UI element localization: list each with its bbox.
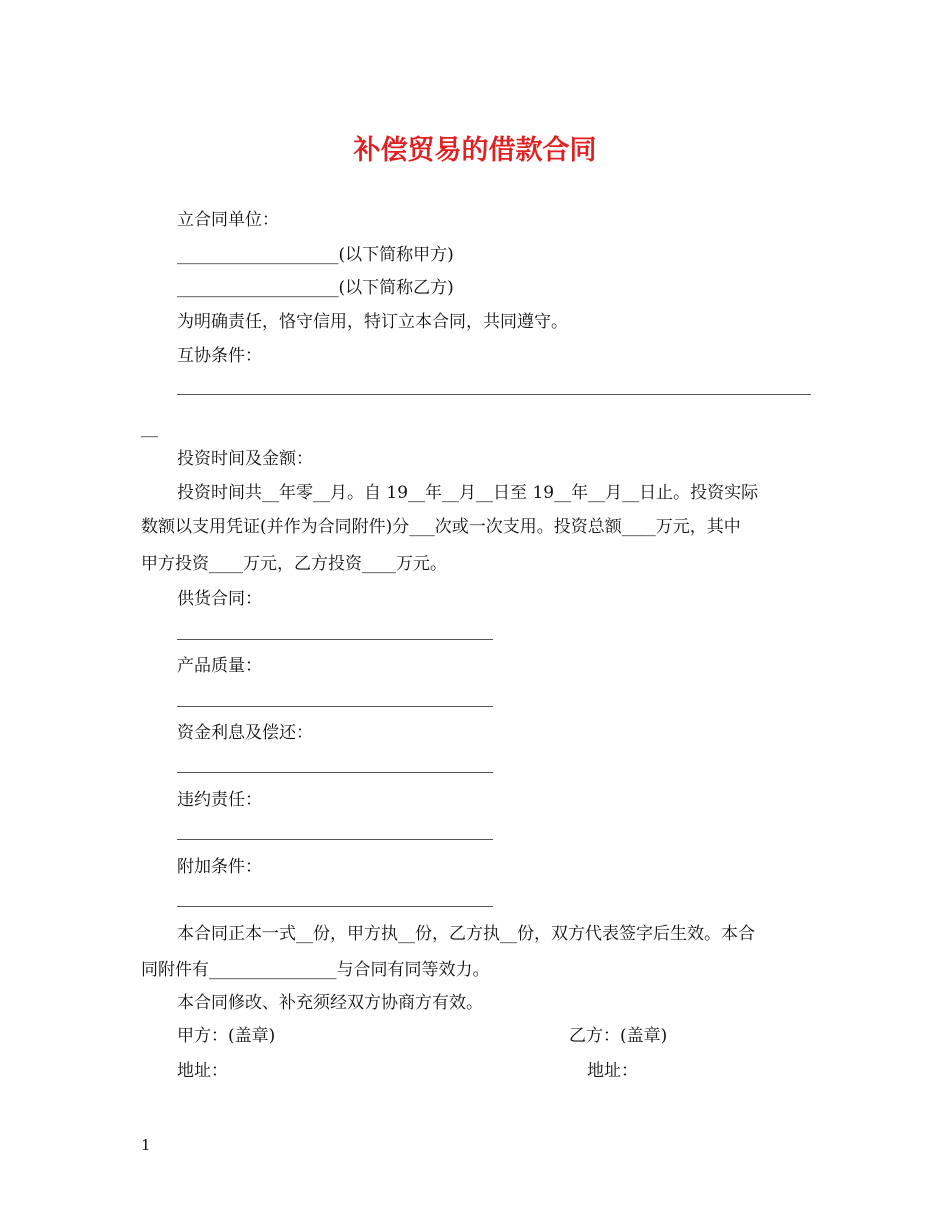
- breach-blank-line: [177, 839, 493, 840]
- mutual-terms-blank-tail: __: [141, 418, 158, 438]
- document-title: 补偿贸易的借款合同: [353, 135, 597, 166]
- party-b-line: ___________________(以下简称乙方): [177, 278, 454, 298]
- copies-paragraph-line-2: 同附件有_______________与合同有同等效力。: [141, 960, 490, 980]
- mutual-terms-heading: 互协条件：: [177, 346, 262, 366]
- investment-paragraph-line-1: 投资时间共__年零__月。自 19__年__月__日至 19__年__月__日止。投资实际: [177, 483, 759, 503]
- interest-blank-line: [177, 772, 493, 773]
- party-a-line: ___________________(以下简称甲方): [177, 245, 454, 265]
- amendment-clause: 本合同修改、补充须经双方协商方有效。: [177, 993, 483, 1013]
- party-b-address: 地址：: [587, 1061, 638, 1081]
- party-a-signature: 甲方：(盖章): [177, 1026, 276, 1046]
- breach-heading: 违约责任：: [177, 790, 262, 810]
- investment-heading: 投资时间及金额：: [177, 449, 313, 469]
- investment-paragraph-line-3: 甲方投资____万元，乙方投资____万元。: [141, 554, 447, 574]
- page-number: 1: [141, 1136, 151, 1154]
- additional-blank-line: [177, 906, 493, 907]
- copies-paragraph-line-1: 本合同正本一式__份，甲方执__份，乙方执__份，双方代表签字后生效。本合: [177, 924, 755, 944]
- additional-heading: 附加条件：: [177, 857, 262, 877]
- interest-heading: 资金利息及偿还：: [177, 723, 313, 743]
- parties-heading: 立合同单位：: [177, 210, 279, 230]
- supply-blank-line: [177, 639, 493, 640]
- party-a-address: 地址：: [177, 1061, 228, 1081]
- quality-heading: 产品质量：: [177, 656, 262, 676]
- investment-paragraph-line-2: 数额以支用凭证(并作为合同附件)分___次或一次支用。投资总额____万元，其中: [141, 517, 741, 537]
- purpose-statement: 为明确责任，恪守信用，特订立本合同，共同遵守。: [177, 312, 568, 332]
- quality-blank-line: [177, 706, 493, 707]
- supply-heading: 供货合同：: [177, 589, 262, 609]
- party-b-signature: 乙方：(盖章): [569, 1026, 668, 1046]
- mutual-terms-blank-line: [177, 394, 811, 395]
